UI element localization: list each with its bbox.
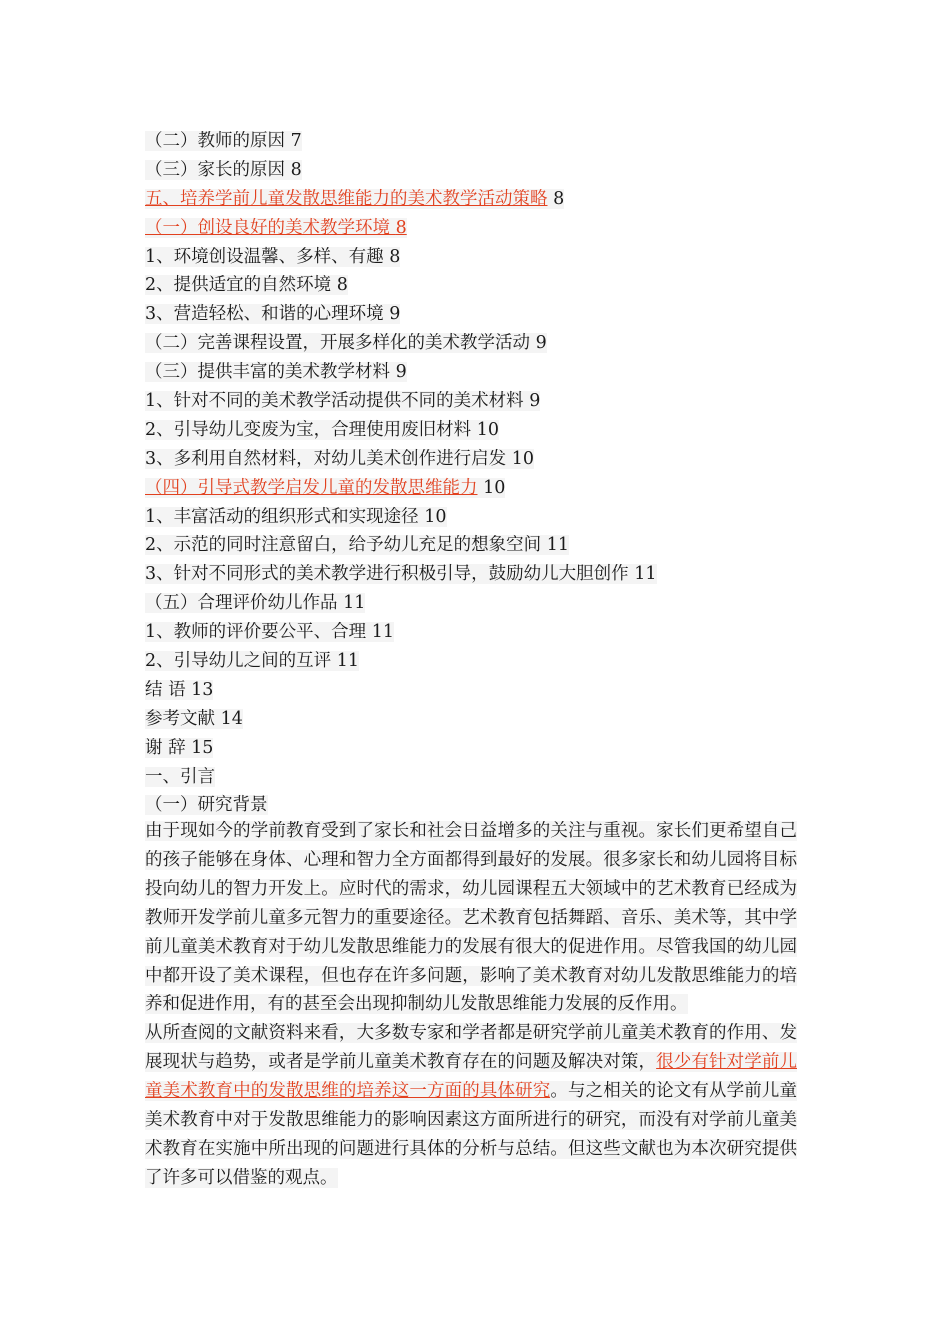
toc-entry-title[interactable]: （一）创设良好的美术教学环境 [145, 217, 390, 238]
toc-entry-title: 2、提供适宜的自然环境 [145, 275, 332, 296]
toc-entry-title: （五）合理评价幼儿作品 [145, 593, 338, 614]
toc-entry[interactable] [145, 214, 805, 243]
toc-entry-title: 3、多利用自然材料，对幼儿美术创作进行启发 [145, 448, 507, 469]
toc-entry-page-number: 11 [336, 651, 359, 672]
toc-entry [145, 416, 805, 445]
toc-entry [145, 734, 805, 763]
toc-entry[interactable] [145, 185, 805, 214]
toc-entry-page-number: 11 [343, 593, 366, 614]
toc-entry-title: 2、示范的同时注意留白，给予幼儿充足的想象空间 [145, 535, 542, 556]
toc-entry [145, 329, 805, 358]
toc-entry-page-number: 8 [389, 246, 401, 267]
toc-entry [145, 676, 805, 705]
toc-entry-page-number: 11 [634, 564, 657, 585]
toc-entry-title: 结 语 [145, 679, 186, 700]
toc-entry [145, 127, 805, 156]
toc-entry-page-number: 9 [395, 362, 407, 383]
paragraph-1-text: 由于现如今的学前教育受到了家长和社会日益增多的关注与重视。家长们更希望自己的孩子能够在身体、心理和智力全方面都得到最好的发展。很多家长和幼儿园将目标投向幼儿的智力开发上。应时代的需求，幼儿园课程五大领域中的艺术教育已经成为教师开发学前儿童多元智力的重要途径。艺术教育包括舞蹈、音乐、美术等，其中学前儿童美术教育对于幼儿发散思维能力的发展有很大的促进作用。尽管我国的幼儿园中都开设了美术课程，但也存在许多问题，影响了美术教育对幼儿发散思维能力的培养和促进作用，有的甚至会出现抑制幼儿发散思维能力发展的反作用。 [145, 821, 797, 1015]
toc-entry-page-number: 14 [220, 708, 243, 729]
toc-entry [145, 445, 805, 474]
toc-entry-title: 参考文献 [145, 708, 215, 729]
paragraph-2-before: 从所查阅的文献资料来看，大多数专家和学者都是研究学前儿童美术教育的作用、发展现状与趋势，或者是学前儿童美术教育存在的问题及解决对策， [145, 1023, 797, 1073]
toc-entry-title: （二）教师的原因 [145, 131, 285, 151]
paragraph-2-after: 。与之相关的论文有从学前儿童美术教育中对于发散思维能力的影响因素这方面所进行的研究，而没有对学前儿童美术教育在实施中所出现的问题进行具体的分析与总结。但这些文献也为本次研究提供了许多可以借鉴的观点。 [145, 1081, 797, 1188]
table-of-contents [145, 127, 805, 820]
toc-entry-title: 1、环境创设温馨、多样、有趣 [145, 246, 384, 267]
toc-entry [145, 560, 805, 589]
toc-entry-page-number: 11 [371, 622, 394, 643]
toc-entry-title: 1、教师的评价要公平、合理 [145, 622, 367, 643]
toc-entry [145, 387, 805, 416]
toc-entry-page-number: 13 [191, 679, 214, 700]
toc-entry [145, 156, 805, 185]
toc-entry-title: 3、针对不同形式的美术教学进行积极引导，鼓励幼儿大胆创作 [145, 564, 629, 585]
body-text [145, 817, 797, 1193]
toc-entry-page-number: 10 [483, 477, 506, 498]
toc-entry [145, 589, 805, 618]
toc-entry-title: （三）提供丰富的美术教学材料 [145, 362, 390, 383]
toc-entry-title: 2、引导幼儿变废为宝，合理使用废旧材料 [145, 419, 472, 440]
toc-entry-title: （三）家长的原因 [145, 159, 285, 180]
toc-entry-page-number: 8 [336, 275, 348, 296]
toc-entry-page-number: 10 [476, 419, 499, 440]
toc-entry-page-number: 8 [553, 188, 565, 209]
subsection-title-text: （一）研究背景 [145, 795, 268, 816]
toc-entry-page-number: 8 [395, 217, 407, 238]
section-title [145, 763, 805, 792]
toc-entry-title[interactable]: 五、培养学前儿童发散思维能力的美术教学活动策略 [145, 188, 548, 209]
toc-entry [145, 618, 805, 647]
toc-entry-page-number: 10 [424, 506, 447, 527]
toc-entry-page-number: 10 [511, 448, 534, 469]
toc-entry-page-number: 9 [529, 391, 541, 412]
toc-entry-title: 3、营造轻松、和谐的心理环境 [145, 304, 384, 325]
toc-entry [145, 705, 805, 734]
paragraph-2-highlight-link[interactable]: 很少有针对学前儿童美术教育中的发散思维的培养这一方面的具体研究 [145, 1052, 797, 1102]
toc-entry-title: 1、丰富活动的组织形式和实现途径 [145, 506, 419, 527]
toc-entry [145, 531, 805, 560]
toc-entry [145, 503, 805, 532]
toc-entry[interactable] [145, 474, 805, 503]
toc-entry-title: 1、针对不同的美术教学活动提供不同的美术材料 [145, 391, 524, 412]
toc-entry [145, 271, 805, 300]
toc-entry [145, 300, 805, 329]
toc-entry [145, 243, 805, 272]
toc-entry-title: 谢 辞 [145, 737, 186, 758]
paragraph-background [145, 817, 797, 1019]
toc-entry [145, 647, 805, 676]
toc-entry-page-number: 9 [535, 333, 547, 354]
toc-entry-title[interactable]: （四）引导式教学启发儿童的发散思维能力 [145, 477, 478, 498]
toc-entry-page-number: 9 [389, 304, 401, 325]
toc-entry [145, 358, 805, 387]
toc-entry-page-number: 7 [290, 131, 302, 151]
toc-entry-title: （二）完善课程设置，开展多样化的美术教学活动 [145, 333, 530, 354]
toc-entry-page-number: 8 [290, 159, 302, 180]
paragraph-literature [145, 1019, 797, 1192]
section-title-text: 一、引言 [145, 766, 215, 787]
toc-entry-title: 2、引导幼儿之间的互评 [145, 651, 332, 672]
toc-entry-page-number: 15 [191, 737, 214, 758]
toc-entry-page-number: 11 [546, 535, 569, 556]
